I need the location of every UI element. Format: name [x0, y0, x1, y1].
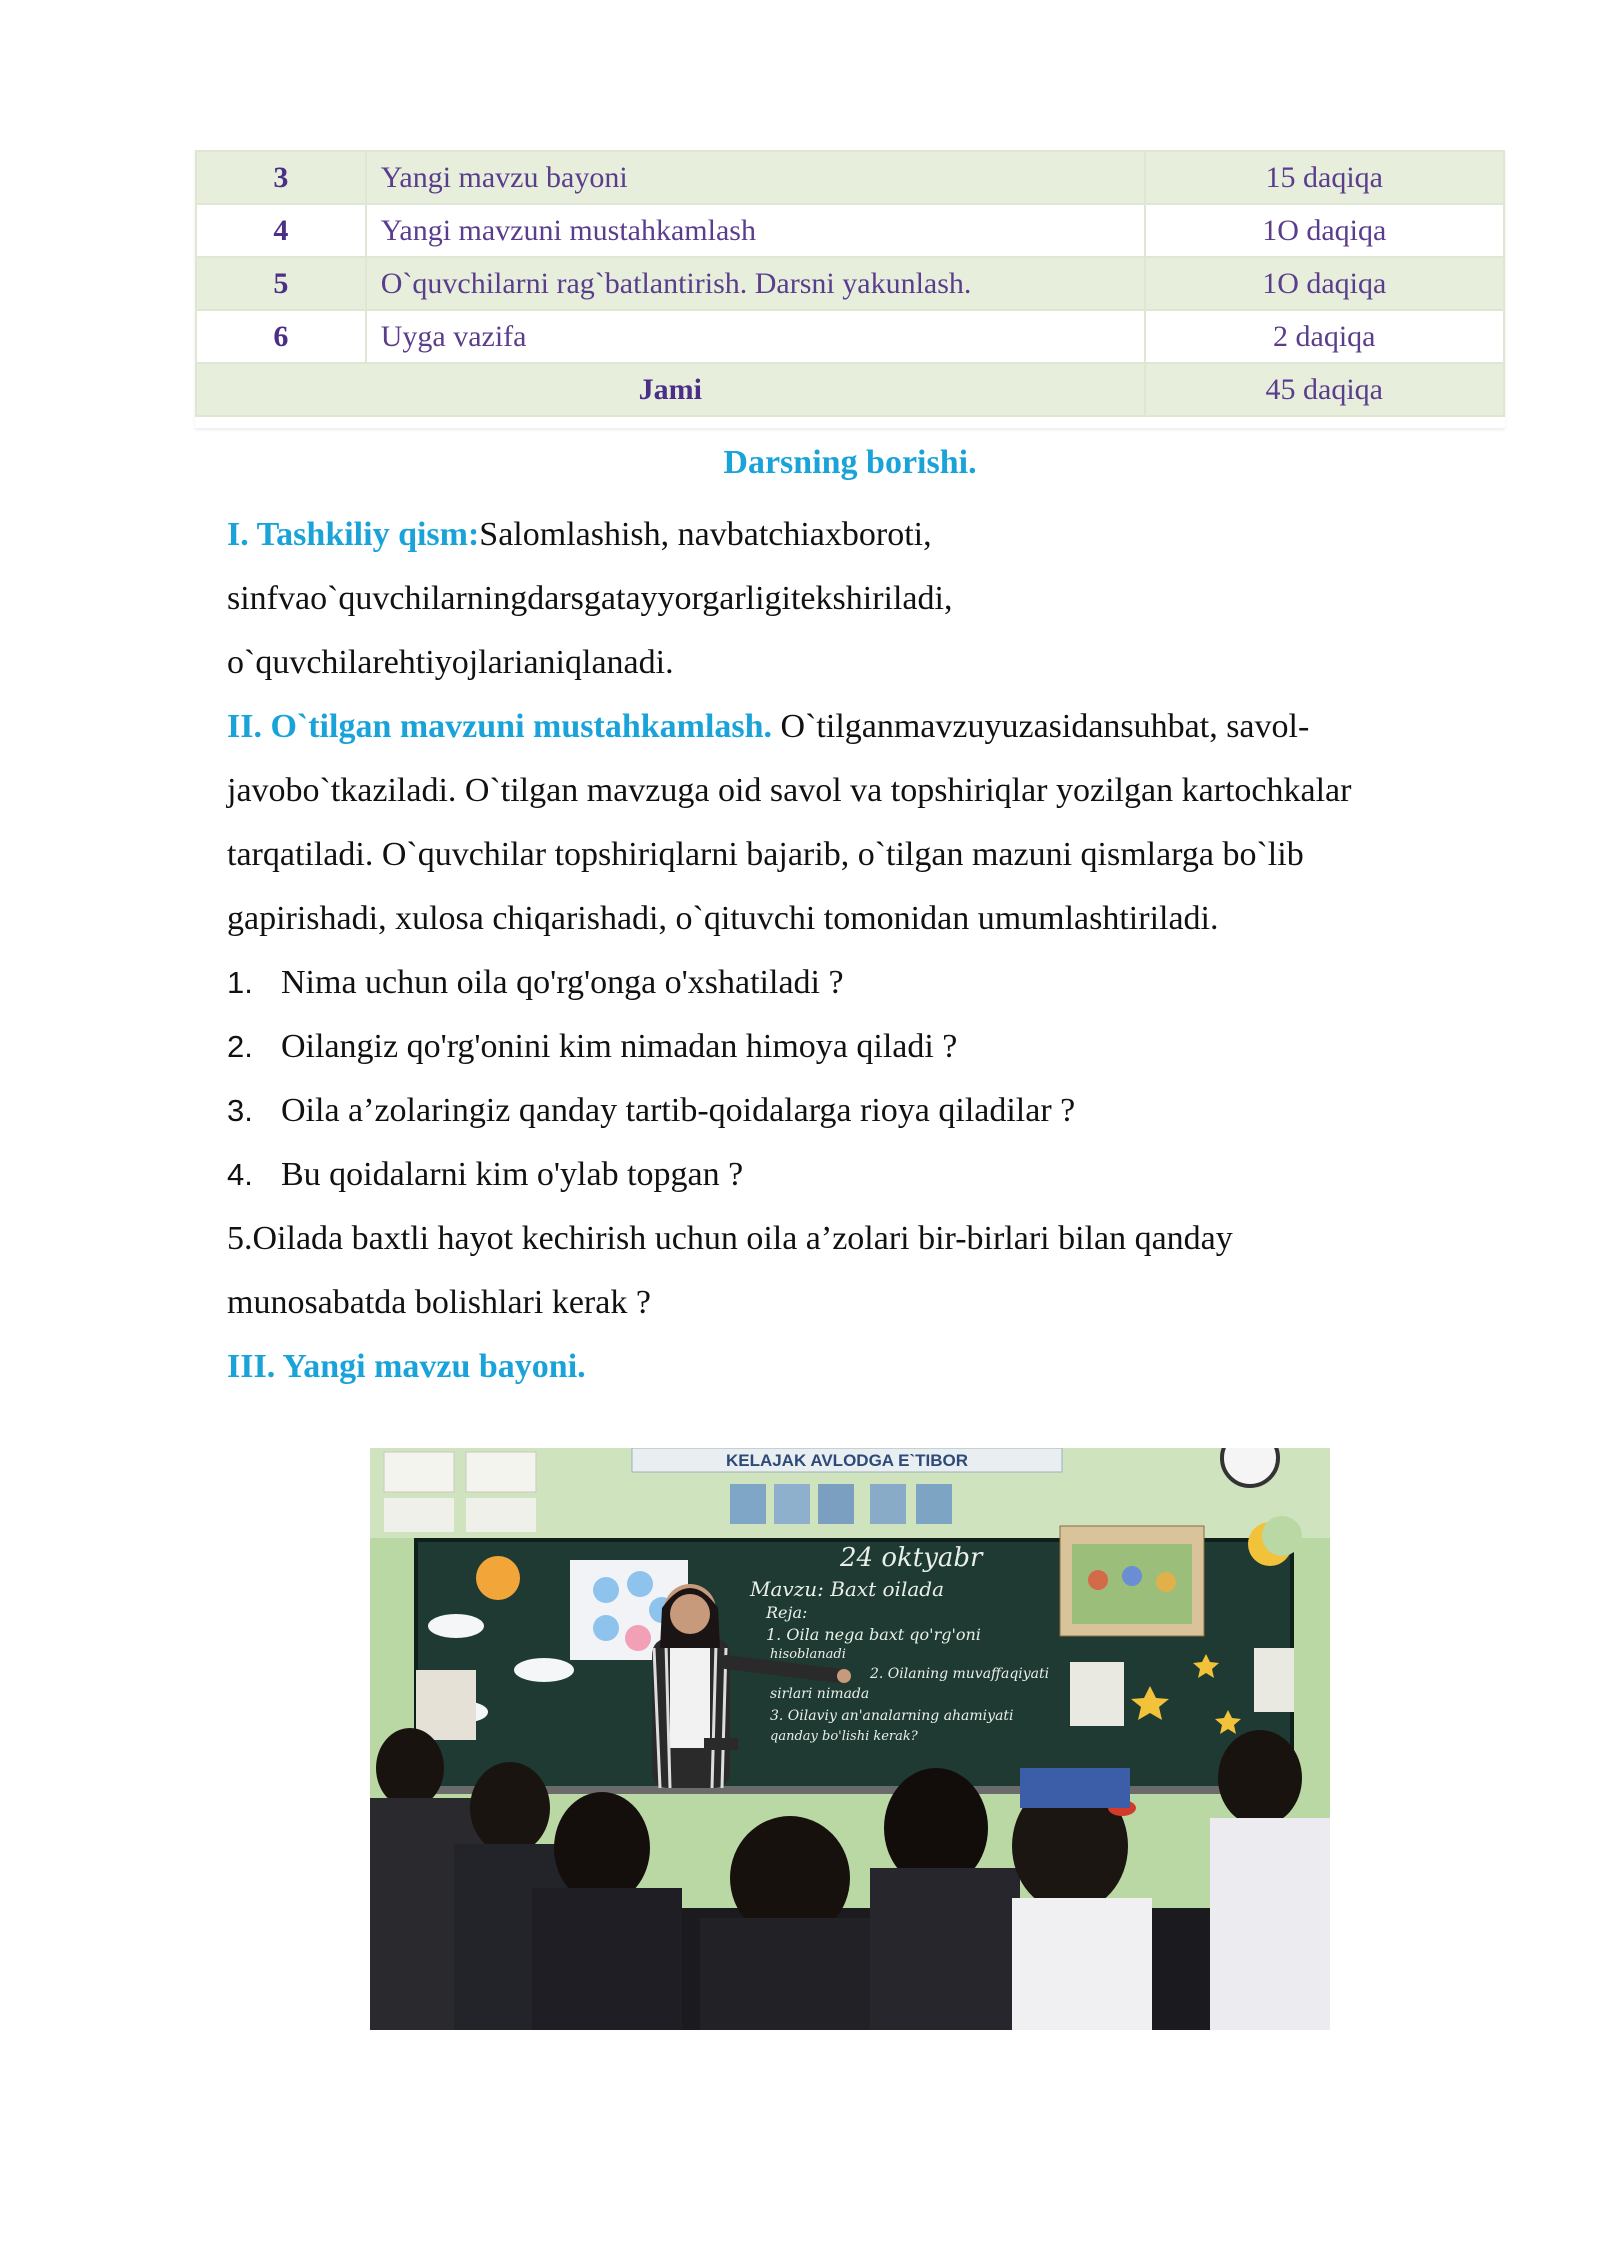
section1-text1: Salomlashish, navbatchiaxboroti, [479, 516, 932, 553]
svg-text:3. Oilaviy an'analarning ahami: 3. Oilaviy an'analarning ahamiyati [770, 1708, 1014, 1724]
poster [384, 1452, 454, 1492]
list-item [227, 1015, 1517, 1079]
table-row [196, 204, 1504, 257]
question-text: Bu qoidalarni kim o'ylab topgan ? [281, 1156, 744, 1193]
section1-line1 [227, 503, 1517, 567]
row-stage: Uyga vazifa [366, 310, 1145, 363]
row-duration: 15 daqiqa [1145, 151, 1504, 204]
svg-text:Reja:: Reja: [766, 1603, 808, 1622]
question-text: Nima uchun oila qo'rg'onga o'xshatiladi ? [281, 964, 844, 1001]
svg-text:qanday bo'lishi kerak?: qanday bo'lishi kerak? [770, 1729, 918, 1744]
section2-text1: O`tilganmavzuyuzasidansuhbat, savol- [772, 708, 1310, 745]
lesson-body [227, 503, 1517, 1399]
row-stage: Yangi mavzuni mustahkamlash [366, 204, 1145, 257]
lesson-heading: Darsning borishi. [723, 444, 977, 481]
question5-line2: munosabatda bolishlari kerak ? [227, 1284, 651, 1321]
question-number: 1. [227, 965, 253, 1000]
banner-text: KELAJAK AVLODGA E`TIBOR [725, 1451, 969, 1470]
row-number: 4 [196, 204, 366, 257]
row-duration: 1O daqiqa [1145, 257, 1504, 310]
svg-text:2. Oilaning muvaffaqiyati: 2. Oilaning muvaffaqiyati [870, 1666, 1050, 1682]
classroom-illustration [370, 1448, 1330, 2030]
clock [1222, 1448, 1278, 1486]
total-duration: 45 daqiqa [1145, 363, 1504, 416]
row-duration: 1O daqiqa [1145, 204, 1504, 257]
row-duration: 2 daqiqa [1145, 310, 1504, 363]
table-row [196, 151, 1504, 204]
svg-text:hisoblanadi: hisoblanadi [770, 1647, 846, 1662]
row-stage: O`quvchilarni rag`batlantirish. Darsni yakunlash. [366, 257, 1145, 310]
question-list [227, 951, 1517, 1207]
row-number: 6 [196, 310, 366, 363]
svg-text:Mavzu: Baxt oilada: Mavzu: Baxt oilada [750, 1577, 944, 1601]
svg-text:sirlari nimada: sirlari nimada [770, 1686, 870, 1702]
sun-decoration [476, 1556, 520, 1600]
section2-text4: gapirishadi, xulosa chiqarishadi, o`qituvchi tomonidan umumlashtiriladi. [227, 900, 1219, 937]
section1-text2: sinfvao`quvchilarningdarsgatayyorgarligitekshiriladi, [227, 580, 953, 617]
table-total-row [196, 363, 1504, 416]
list-item [227, 951, 1517, 1015]
question5-line1: 5.Oilada baxtli hayot kechirish uchun oila a’zolari bir-birlari bilan qanday [227, 1220, 1233, 1257]
svg-text:24 oktyabr: 24 oktyabr [840, 1543, 983, 1573]
section2-title: II. O`tilgan mavzuni mustahkamlash. [227, 708, 773, 745]
section2-text2: javobo`tkaziladi. O`tilgan mavzuga oid savol va topshiriqlar yozilgan kartochkalar [227, 772, 1352, 809]
section2-text3: tarqatiladi. O`quvchilar topshiriqlarni bajarib, o`tilgan mazuni qismlarga bo`lib [227, 836, 1304, 873]
question-number: 2. [227, 1029, 253, 1064]
section3-title: III. Yangi mavzu bayoni. [227, 1348, 586, 1385]
poster [466, 1452, 536, 1492]
list-item [227, 1079, 1517, 1143]
section2-line1 [227, 695, 1517, 759]
row-number: 5 [196, 257, 366, 310]
lesson-plan-table [195, 150, 1505, 417]
question-number: 3. [227, 1093, 253, 1128]
question-number: 4. [227, 1157, 253, 1192]
table-row [196, 310, 1504, 363]
list-item [227, 1143, 1517, 1207]
row-number: 3 [196, 151, 366, 204]
svg-text:1. Oila nega baxt qo'rg'oni: 1. Oila nega baxt qo'rg'oni [766, 1625, 981, 1644]
question-text: Oila a’zolaringiz qanday tartib-qoidalarga rioya qiladilar ? [281, 1092, 1076, 1129]
classroom-photo [370, 1448, 1330, 2030]
section1-text3: o`quvchilarehtiyojlarianiqlanadi. [227, 644, 674, 681]
question-text: Oilangiz qo'rg'onini kim nimadan himoya qiladi ? [281, 1028, 958, 1065]
row-stage: Yangi mavzu bayoni [366, 151, 1145, 204]
table-row [196, 257, 1504, 310]
section1-title: I. Tashkiliy qism: [227, 516, 480, 553]
total-label: Jami [196, 363, 1145, 416]
